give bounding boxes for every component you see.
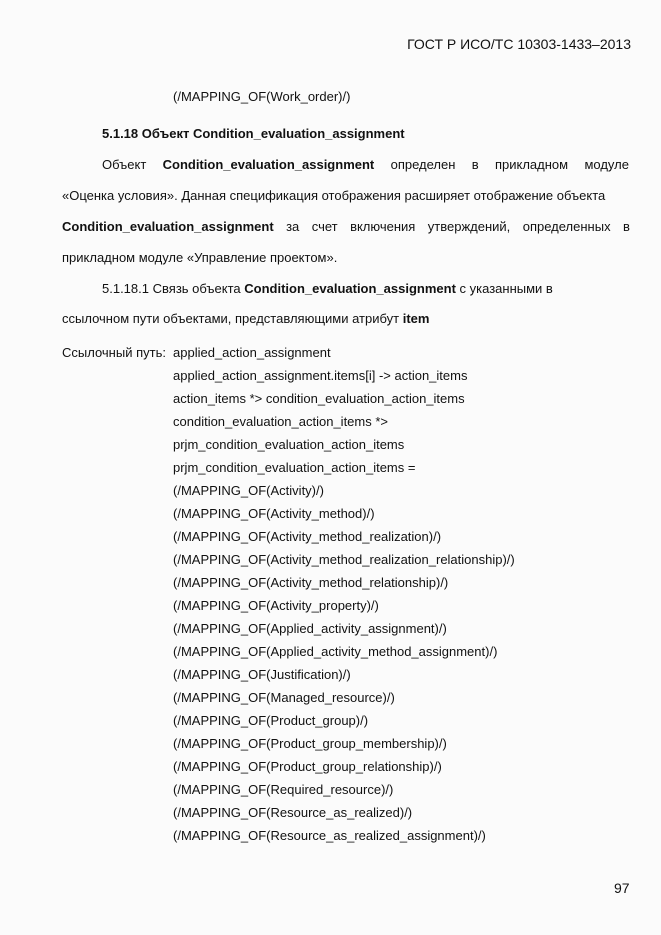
word: включения xyxy=(350,219,416,234)
word: за xyxy=(286,219,300,234)
path-line: prjm_condition_evaluation_action_items = xyxy=(173,460,416,475)
path-line: (/MAPPING_OF(Activity)/) xyxy=(173,483,324,498)
subsection-line-2 xyxy=(62,311,429,326)
paragraph-line-4: прикладном модуле «Управление проектом». xyxy=(62,250,338,265)
subsection-line-1 xyxy=(102,281,553,296)
word: в xyxy=(471,157,479,172)
section-title-prefix: Объект xyxy=(141,126,190,141)
paragraph-line-2: «Оценка условия». Данная спецификация отображения расширяет отображение объекта xyxy=(62,188,606,203)
path-line: (/MAPPING_OF(Resource_as_realized)/) xyxy=(173,805,413,820)
word: определен xyxy=(390,157,456,172)
word: модуле xyxy=(584,157,629,172)
word: Объект xyxy=(102,157,147,172)
path-line: (/MAPPING_OF(Product_group_relationship)/) xyxy=(173,759,442,774)
path-line: (/MAPPING_OF(Product_group)/) xyxy=(173,713,369,728)
path-line: (/MAPPING_OF(Required_resource)/) xyxy=(173,782,394,797)
entity-name: Condition_evaluation_assignment xyxy=(244,281,456,296)
mapping-line-work-order: (/MAPPING_OF(Work_order)/) xyxy=(173,89,351,104)
paragraph-line-1 xyxy=(102,157,629,172)
path-line: (/MAPPING_OF(Activity_method)/) xyxy=(173,506,375,521)
subsection-text: ссылочном пути объектами, представляющими атрибут xyxy=(62,311,400,326)
section-number: 5.1.18 xyxy=(102,126,139,141)
attribute-name: item xyxy=(402,311,430,326)
subsection-text: Связь объекта xyxy=(152,281,241,296)
path-line: (/MAPPING_OF(Activity_method_relationship)/) xyxy=(173,575,449,590)
entity-name: Condition_evaluation_assignment xyxy=(62,219,274,234)
word: прикладном xyxy=(494,157,569,172)
paragraph-line-3 xyxy=(62,219,630,234)
path-line: action_items *> condition_evaluation_action_items xyxy=(173,391,465,406)
path-line: (/MAPPING_OF(Applied_activity_method_assignment)/) xyxy=(173,644,498,659)
reference-path-first: applied_action_assignment xyxy=(173,345,331,360)
document-header: ГОСТ Р ИСО/ТС 10303-1433–2013 xyxy=(407,36,631,52)
word: счет xyxy=(311,219,338,234)
path-line: (/MAPPING_OF(Activity_method_realization)/) xyxy=(173,529,442,544)
path-line: prjm_condition_evaluation_action_items xyxy=(173,437,405,452)
subsection-number: 5.1.18.1 xyxy=(102,281,149,296)
path-line: (/MAPPING_OF(Activity_property)/) xyxy=(173,598,379,613)
section-heading xyxy=(102,126,405,141)
page-number: 97 xyxy=(614,880,630,896)
path-line: (/MAPPING_OF(Justification)/) xyxy=(173,667,351,682)
path-line: (/MAPPING_OF(Product_group_membership)/) xyxy=(173,736,447,751)
word: в xyxy=(623,219,630,234)
path-line: (/MAPPING_OF(Managed_resource)/) xyxy=(173,690,395,705)
path-line: (/MAPPING_OF(Resource_as_realized_assignment)/) xyxy=(173,828,486,843)
word: утверждений, xyxy=(427,219,511,234)
word: определенных xyxy=(522,219,611,234)
path-line: (/MAPPING_OF(Activity_method_realization_relationship)/) xyxy=(173,552,515,567)
entity-name: Condition_evaluation_assignment xyxy=(162,157,375,172)
subsection-text: с указанными в xyxy=(459,281,553,296)
reference-path-label: Ссылочный путь: xyxy=(62,345,166,360)
section-title-entity: Condition_evaluation_assignment xyxy=(192,126,405,141)
path-line: applied_action_assignment.items[i] -> action_items xyxy=(173,368,468,383)
path-line: condition_evaluation_action_items *> xyxy=(173,414,389,429)
path-line: (/MAPPING_OF(Applied_activity_assignment)/) xyxy=(173,621,447,636)
